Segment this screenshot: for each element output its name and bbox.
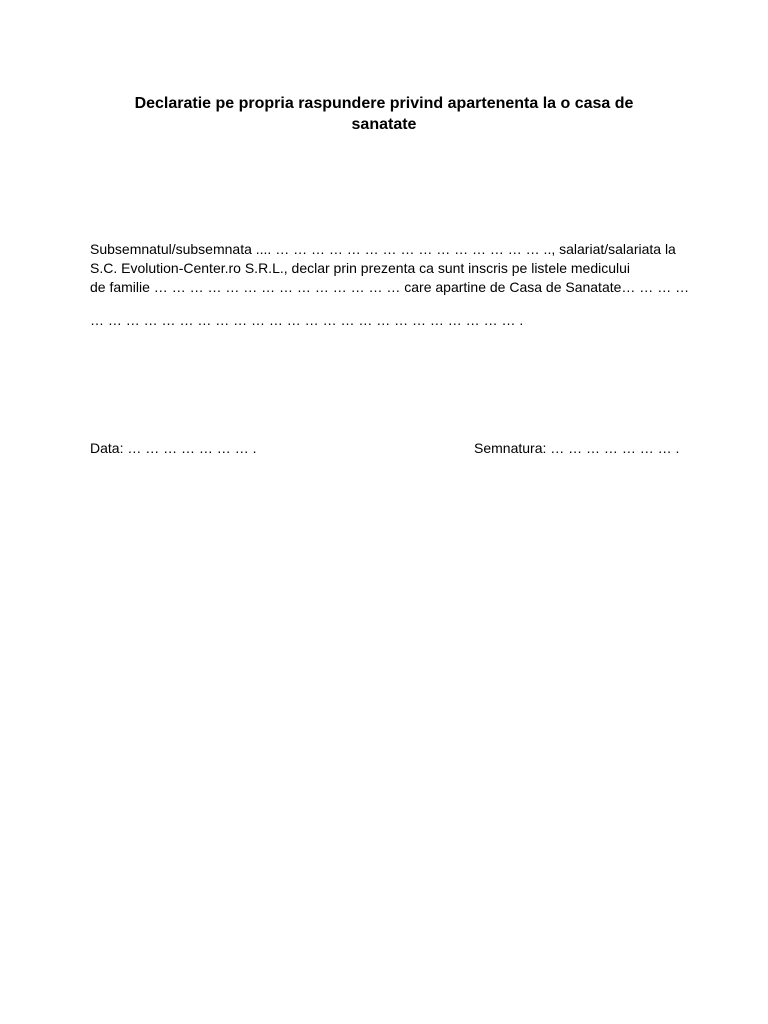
signature-field: Semnatura: … … … … … … … . — [474, 440, 680, 456]
body-line-2: S.C. Evolution-Center.ro S.R.L., declar prin prezenta ca sunt inscris pe listele medicului — [90, 260, 631, 276]
date-field: Data: … … … … … … … . — [90, 440, 257, 456]
body-line-4: … … … … … … … … … … … … … … … … … … … … … … … … . — [90, 312, 524, 328]
paragraph-gap — [90, 297, 690, 311]
declaration-body — [90, 240, 690, 330]
title-line-2: sanatate — [351, 116, 417, 133]
body-line-1: Subsemnatul/subsemnata .... … … … … … … … … … … … … … … … .., salariat/salariata la — [90, 241, 676, 257]
document-title — [90, 93, 678, 135]
title-line-1: Declaratie pe propria raspundere privind apartenenta la o casa de — [134, 95, 634, 112]
body-line-3: de familie … … … … … … … … … … … … … … care apartine de Casa de Sanatate… … … … — [90, 279, 690, 295]
